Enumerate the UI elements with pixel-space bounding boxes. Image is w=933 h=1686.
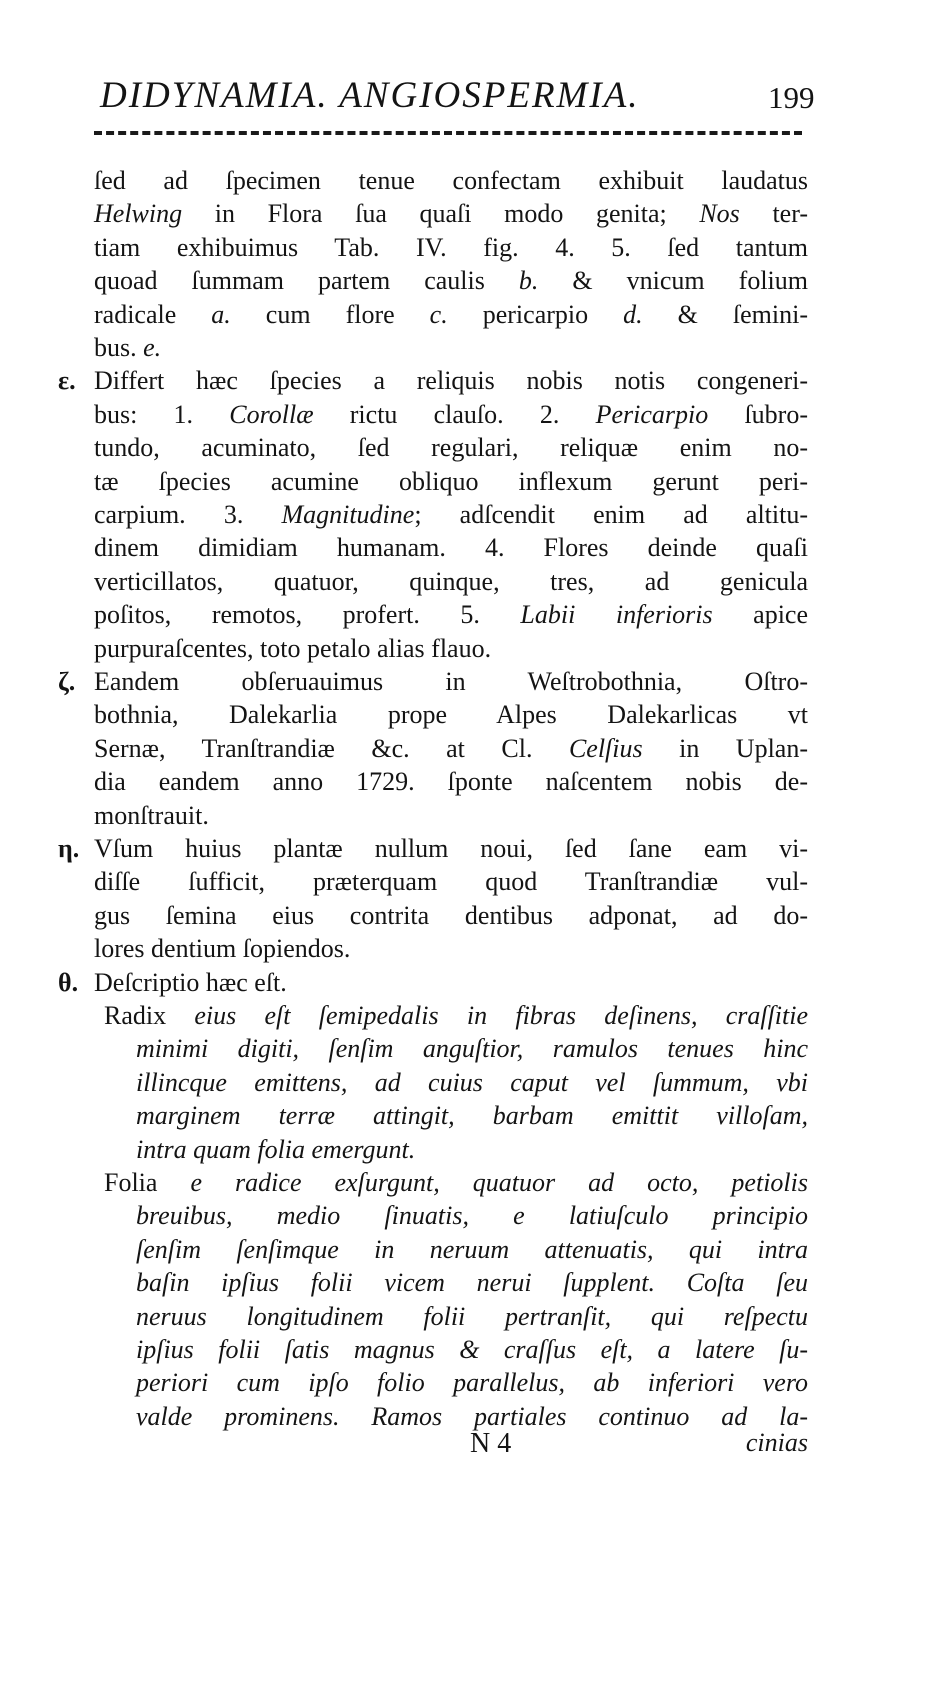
- italic-text: periori cum ipſo folio parallelus, ab inferiori vero: [136, 1368, 808, 1398]
- text-line: [104, 1166, 808, 1200]
- italic-text: Celſius: [568, 733, 643, 763]
- paragraph-marker: η.: [58, 834, 80, 863]
- text-line: [94, 264, 808, 298]
- roman-text: purpuraſcentes, toto petalo alias flauo.: [94, 633, 492, 663]
- italic-text: Pericarpio: [595, 399, 709, 429]
- italic-text: marginem terræ attingit, barbam emittit villoſam,: [136, 1101, 808, 1131]
- roman-text: bus: 1.: [94, 399, 230, 429]
- text-line: [104, 999, 808, 1033]
- roman-text: ſubro-: [708, 399, 808, 429]
- text-line: [94, 932, 808, 966]
- roman-text: dinem dimidiam humanam. 4. Flores deinde quaſi: [94, 533, 808, 563]
- italic-text: d.: [623, 299, 643, 329]
- paragraph-marker: ε.: [58, 366, 76, 396]
- roman-text: tundo, acuminato, ſed regulari, reliquæ enim no-: [94, 433, 808, 463]
- roman-text: verticillatos, quatuor, quinque, tres, ad genicula: [94, 566, 808, 596]
- italic-text: baſin ipſius folii vicem nerui ſupplent. Coſta ſeu: [136, 1268, 808, 1298]
- italic-text: valde prominens. Ramos partiales continuo ad la-: [136, 1401, 808, 1431]
- italic-text: Magnitudine: [281, 500, 415, 529]
- roman-text: diſſe ſufficit, præterquam quod Tranſtrandiæ vul-: [94, 867, 808, 897]
- text-line: [94, 698, 808, 732]
- italic-text: neruus longitudinem folii pertranſit, qui reſpectu: [136, 1301, 808, 1331]
- roman-text: Differt hæc ſpecies a reliquis nobis notis congeneri-: [94, 366, 808, 396]
- text-line: [94, 832, 808, 866]
- italic-text: c.: [429, 299, 448, 329]
- roman-text: Eandem obſeruauimus in Weſtrobothnia, Oſtro-: [94, 667, 808, 696]
- roman-text: carpium. 3.: [94, 500, 282, 529]
- roman-text: apice: [712, 600, 809, 630]
- roman-text: in Uplan-: [642, 733, 809, 763]
- text-line: [94, 598, 808, 632]
- italic-text: illincque emittens, ad cuius caput vel ſummum, vbi: [136, 1067, 808, 1097]
- roman-text: tæ ſpecies acumine obliquo inflexum gerunt peri-: [94, 466, 808, 496]
- italic-text: e radice exſurgunt, quatuor ad octo, petiolis: [190, 1168, 808, 1197]
- roman-text: poſitos, remotos, profert. 5.: [94, 600, 521, 630]
- italic-text: b.: [518, 266, 539, 296]
- text-line: [94, 465, 808, 499]
- text-line: [136, 1233, 808, 1267]
- italic-text: Corollæ: [229, 399, 314, 429]
- text-line: [94, 966, 808, 1000]
- roman-text: & ſemini-: [642, 299, 808, 329]
- text-line: [94, 865, 808, 899]
- text-line: [136, 1300, 808, 1334]
- running-title: DIDYNAMIA. ANGIOSPERMIA.: [100, 75, 640, 116]
- text-line: [136, 1333, 808, 1367]
- roman-text: Vſum huius plantæ nullum noui, ſed ſane eam vi-: [94, 834, 808, 863]
- text-line: [94, 665, 808, 699]
- text-line: [136, 1266, 808, 1300]
- text-line: [94, 197, 808, 231]
- text-line: [94, 899, 808, 933]
- italic-text: a.: [211, 299, 231, 329]
- roman-text: gus ſemina eius contrita dentibus adponat, ad do-: [94, 900, 808, 930]
- text-line: [94, 799, 808, 833]
- italic-text: minimi digiti, ſenſim anguſtior, ramulos tenues hinc: [136, 1034, 808, 1064]
- italic-text: breuibus, medio ſinuatis, e latiuſculo principio: [136, 1201, 808, 1231]
- italic-text: e.: [143, 333, 162, 362]
- text-line: [94, 765, 808, 799]
- italic-text: ipſius folii ſatis magnus & craſſus eſt, a latere ſu-: [136, 1335, 808, 1364]
- roman-text: Folia: [104, 1168, 191, 1197]
- italic-text: Labii inferioris: [520, 600, 713, 630]
- text-line: [136, 1032, 808, 1066]
- page-number: 199: [768, 80, 815, 115]
- roman-text: bothnia, Dalekarlia prope Alpes Dalekarlicas vt: [94, 700, 808, 730]
- italic-text: Nos: [699, 199, 740, 229]
- text-line: [94, 164, 808, 198]
- text-line: [94, 231, 808, 265]
- roman-text: bus.: [94, 333, 144, 362]
- roman-text: Deſcriptio hæc eſt.: [94, 967, 287, 997]
- text-line: [94, 364, 808, 398]
- roman-text: cum flore: [230, 299, 430, 329]
- roman-text: monſtrauit.: [94, 800, 209, 830]
- roman-text: quoad ſummam partem caulis: [94, 266, 519, 296]
- italic-text: eius eſt ſemipedalis in fibras deſinens, craſſitie: [194, 1001, 809, 1030]
- text-line: [136, 1199, 808, 1233]
- text-line: [136, 1099, 808, 1133]
- paragraph-marker: θ.: [58, 967, 79, 997]
- signature-mark: N 4: [470, 1428, 512, 1459]
- roman-text: Sernæ, Tranſtrandiæ &c. at Cl.: [94, 733, 569, 763]
- roman-text: ; adſcendit enim ad altitu-: [414, 500, 808, 529]
- text-line: [94, 632, 808, 666]
- header-rule: [94, 131, 802, 135]
- roman-text: lores dentium ſopiendos.: [94, 934, 351, 964]
- text-line: [94, 331, 808, 365]
- roman-text: & vnicum folium: [538, 266, 808, 296]
- roman-text: tiam exhibuimus Tab. IV. fig. 4. 5. ſed tantum: [94, 232, 808, 262]
- roman-text: Radix: [104, 1001, 195, 1030]
- paragraph-marker: ζ.: [58, 667, 76, 696]
- catchword: cinias: [745, 1428, 808, 1457]
- text-line: [94, 732, 808, 766]
- text-line: [94, 298, 808, 332]
- text-line: [94, 498, 808, 532]
- roman-text: pericarpio: [447, 299, 624, 329]
- italic-text: intra quam folia emergunt.: [136, 1134, 416, 1164]
- text-line: [94, 431, 808, 465]
- roman-text: dia eandem anno 1729. ſponte naſcentem nobis de-: [94, 767, 808, 797]
- roman-text: rictu clauſo. 2.: [313, 399, 596, 429]
- text-line: [94, 531, 808, 565]
- text-line: [94, 565, 808, 599]
- italic-text: ſenſim ſenſimque in neruum attenuatis, qui intra: [136, 1234, 808, 1264]
- roman-text: ſed ad ſpecimen tenue confectam exhibuit laudatus: [94, 166, 808, 195]
- text-line: [136, 1366, 808, 1400]
- text-line: [94, 398, 808, 432]
- text-line: [136, 1066, 808, 1100]
- roman-text: ter-: [739, 199, 808, 229]
- text-line: [136, 1133, 808, 1167]
- roman-text: radicale: [94, 299, 212, 329]
- italic-text: Helwing: [94, 199, 183, 229]
- roman-text: in Flora ſua quaſi modo genita;: [182, 199, 700, 229]
